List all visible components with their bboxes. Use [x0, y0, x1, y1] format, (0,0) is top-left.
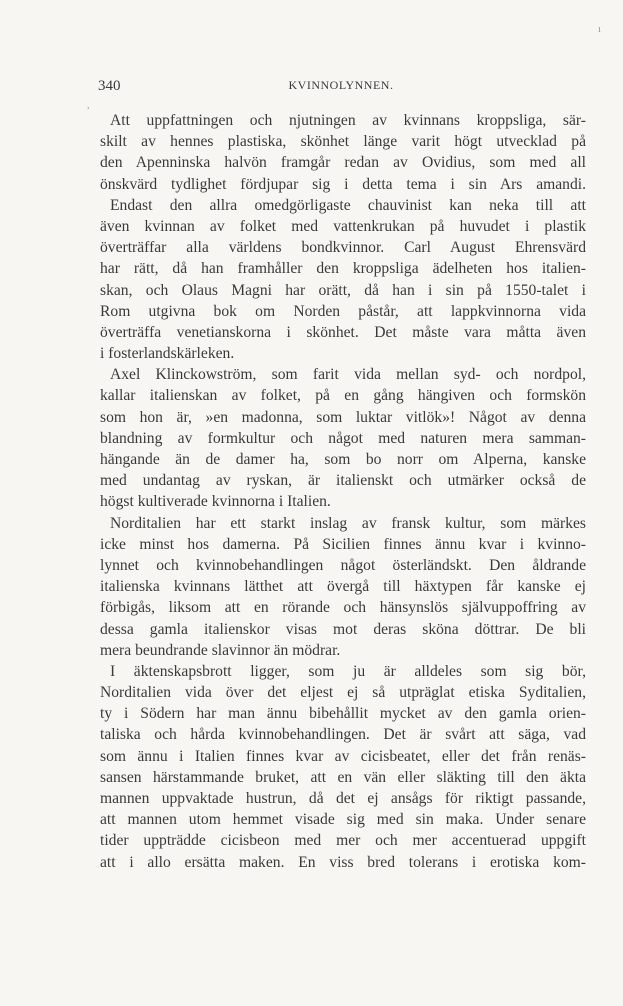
- text-line: mera beundrande slavinnor än mödrar.: [100, 641, 341, 659]
- text-line: skan, och Olaus Magni har orätt, då han i sin på 1550-talet i: [100, 281, 586, 299]
- text-line: Rom utgivna bok om Norden påstår, att lappkvinnorna vida: [100, 302, 586, 320]
- text-line: att mannen utom hemmet visade sig med sin maka. Under senare: [100, 811, 586, 829]
- running-head: KVINNOLYNNEN.: [288, 78, 394, 92]
- text-line: önskvärd tydlighet fördjupar sig i detta tema i sin Ars amandi.: [100, 175, 586, 193]
- text-line: Endast den allra omedgörligaste chauvinist kan neka till att: [110, 196, 586, 214]
- text-line: mannen uppvaktade hustrun, då det ej ansågs för riktigt passande,: [100, 790, 586, 807]
- text-line: ty i Södern har man ännu bibehållit mycket av den gamla orien-: [100, 705, 586, 723]
- text-line: med undantag av ryskan, är italienskt och utmärker också de: [100, 472, 586, 490]
- text-line: tider uppträdde cicisbeon med mer och mer accentuerad uppgift: [100, 832, 586, 850]
- text-line: lynnet och kvinnobehandlingen något österländskt. Den åldrande: [100, 556, 586, 574]
- text-line: icke minst hos damerna. På Sicilien finnes ännu kvar i kvinno-: [100, 535, 586, 553]
- text-line: Norditalien har ett starkt inslag av fransk kultur, som märkes: [110, 514, 586, 532]
- text-line: I äktenskapsbrott ligger, som ju är alldeles som sig bör,: [110, 662, 586, 680]
- text-line: italienska kvinnans lätthet att övergå till häxtypen får kanske ej: [100, 578, 586, 596]
- text-line: blandning av formkultur och något med naturen mera samman-: [100, 429, 586, 447]
- text-line: även kvinnan av folket med vattenkrukan på huvudet i plastik: [100, 217, 586, 235]
- text-line: att i allo ersätta maken. En viss bred tolerans i erotiska kom-: [100, 853, 586, 871]
- body-text: [100, 110, 586, 873]
- text-line: dessa gamla italienskor visas mot deras sköna döttrar. De bli: [100, 620, 586, 638]
- margin-dot: ,: [87, 100, 90, 111]
- text-line: taliska och hårda kvinnobehandlingen. Det är svårt att säga, vad: [100, 726, 586, 744]
- text-line: överträffar alla världens bondkvinnor. Carl August Ehrensvärd: [100, 239, 586, 257]
- text-line: överträffa venetianskorna i skönhet. Det måste vara måtta även: [100, 323, 586, 341]
- text-line: högst kultiverade kvinnorna i Italien.: [100, 493, 331, 511]
- text-line: Axel Klinckowström, som farit vida mellan syd- och nordpol,: [110, 366, 586, 384]
- text-line: som hon är, »en madonna, som luktar vitlök»! Något av denna: [100, 408, 586, 426]
- text-line: kallar italienskan av folket, på en gång hängiven och formskön: [100, 387, 586, 405]
- text-line: hängande än de damer ha, som bo norr om Alperna, kanske: [100, 451, 586, 468]
- text-line: i fosterlandskärleken.: [100, 345, 235, 363]
- margin-mark: ı: [598, 24, 601, 35]
- page-header: [98, 76, 584, 100]
- text-line: Att uppfattningen och njutningen av kvinnans kroppsliga, sär-: [110, 112, 586, 129]
- text-line: som ännu i Italien finnes kvar av cicisbeatet, eller det från renäs-: [100, 747, 586, 765]
- text-line: den Apenninska halvön framgår redan av Ovidius, som med all: [100, 154, 586, 172]
- page-number: 340: [98, 78, 121, 94]
- text-line: skilt av hennes plastiska, skönhet länge varit högt utvecklad på: [100, 133, 586, 151]
- text-line: har rätt, då han framhåller den kroppsliga ädelheten hos italien-: [100, 260, 586, 278]
- text-line: sansen härstammande bruket, att en vän eller släkting till den äkta: [100, 768, 586, 786]
- text-line: Norditalien vida över det eljest ej så utpräglat etiska Syditalien,: [100, 684, 586, 702]
- text-line: förbigås, liksom att en rörande och hänsynslös självuppoffring av: [100, 599, 586, 617]
